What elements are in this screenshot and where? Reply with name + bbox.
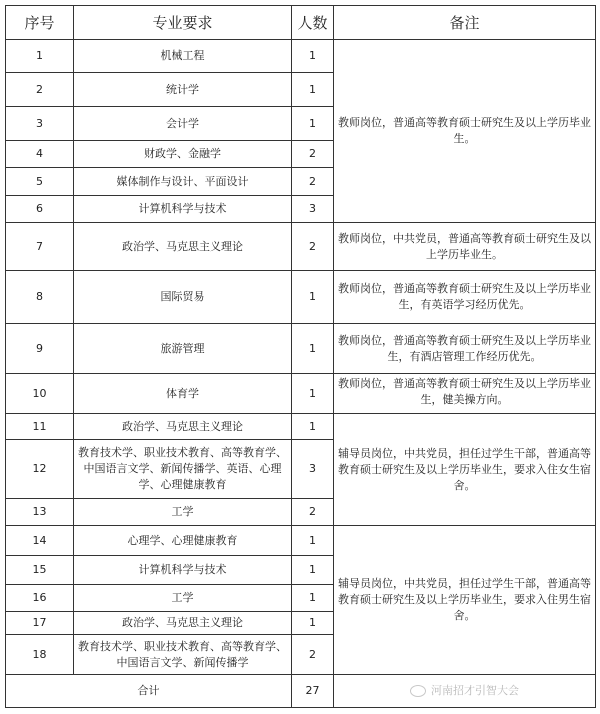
- row-major: 计算机科学与技术: [74, 196, 292, 223]
- row-major: 工学: [74, 585, 292, 612]
- header-major: 专业要求: [74, 6, 292, 40]
- row-count: 1: [292, 271, 334, 324]
- row-count: 1: [292, 414, 334, 440]
- row-index: 7: [6, 223, 74, 271]
- table-row: [6, 414, 596, 440]
- header-count: 人数: [292, 6, 334, 40]
- watermark: [334, 675, 596, 708]
- table-row: [6, 223, 596, 271]
- row-count: 1: [292, 612, 334, 635]
- recruitment-table: [5, 5, 596, 708]
- row-count: 1: [292, 374, 334, 414]
- row-index: 6: [6, 196, 74, 223]
- table-row: [6, 40, 596, 73]
- row-index: 8: [6, 271, 74, 324]
- row-index: 3: [6, 107, 74, 141]
- row-index: 17: [6, 612, 74, 635]
- total-count: 27: [292, 675, 334, 708]
- row-count: 1: [292, 73, 334, 107]
- row-count: 2: [292, 141, 334, 168]
- row-major: 旅游管理: [74, 324, 292, 374]
- row-count: 1: [292, 107, 334, 141]
- row-count: 2: [292, 499, 334, 526]
- note-counselor-male: 辅导员岗位，中共党员，担任过学生干部，普通高等教育硕士研究生及以上学历毕业生，要求入住男生宿舍。: [334, 526, 596, 675]
- row-major: 体育学: [74, 374, 292, 414]
- table-row: [6, 271, 596, 324]
- row-count: 2: [292, 168, 334, 196]
- row-major: 教育技术学、职业技术教育、高等教育学、中国语言文学、新闻传播学: [74, 635, 292, 675]
- row-index: 9: [6, 324, 74, 374]
- row-major: 政治学、马克思主义理论: [74, 414, 292, 440]
- row-major: 教育技术学、职业技术教育、高等教育学、中国语言文学、新闻传播学、英语、心理学、心理健康教育: [74, 440, 292, 499]
- row-major: 政治学、马克思主义理论: [74, 612, 292, 635]
- row-count: 3: [292, 440, 334, 499]
- row-index: 11: [6, 414, 74, 440]
- row-index: 5: [6, 168, 74, 196]
- total-label: 合计: [6, 675, 292, 708]
- row-major: 会计学: [74, 107, 292, 141]
- row-index: 4: [6, 141, 74, 168]
- row-index: 1: [6, 40, 74, 73]
- row-index: 12: [6, 440, 74, 499]
- note-teacher-general: 教师岗位，普通高等教育硕士研究生及以上学历毕业生。: [334, 40, 596, 223]
- table-row: [6, 526, 596, 556]
- row-major: 媒体制作与设计、平面设计: [74, 168, 292, 196]
- row-major: 机械工程: [74, 40, 292, 73]
- table-row: [6, 374, 596, 414]
- row-index: 18: [6, 635, 74, 675]
- header-note: 备注: [334, 6, 596, 40]
- note-teacher-aerobics: 教师岗位，普通高等教育硕士研究生及以上学历毕业生，健美操方向。: [334, 374, 596, 414]
- row-index: 13: [6, 499, 74, 526]
- wechat-icon: [410, 685, 426, 697]
- row-major: 心理学、心理健康教育: [74, 526, 292, 556]
- note-teacher-hotel: 教师岗位，普通高等教育硕士研究生及以上学历毕业生，有酒店管理工作经历优先。: [334, 324, 596, 374]
- row-count: 2: [292, 635, 334, 675]
- row-count: 1: [292, 526, 334, 556]
- header-row: [6, 6, 596, 40]
- row-major: 政治学、马克思主义理论: [74, 223, 292, 271]
- row-count: 2: [292, 223, 334, 271]
- row-major: 财政学、金融学: [74, 141, 292, 168]
- row-major: 计算机科学与技术: [74, 556, 292, 585]
- row-index: 15: [6, 556, 74, 585]
- row-count: 1: [292, 556, 334, 585]
- note-teacher-english: 教师岗位，普通高等教育硕士研究生及以上学历毕业生，有英语学习经历优先。: [334, 271, 596, 324]
- note-counselor-female: 辅导员岗位，中共党员，担任过学生干部，普通高等教育硕士研究生及以上学历毕业生，要求入住女生宿舍。: [334, 414, 596, 526]
- row-index: 16: [6, 585, 74, 612]
- row-count: 1: [292, 585, 334, 612]
- watermark-text: 河南招才引智大会: [431, 684, 519, 697]
- row-count: 3: [292, 196, 334, 223]
- row-major: 国际贸易: [74, 271, 292, 324]
- header-index: 序号: [6, 6, 74, 40]
- row-index: 14: [6, 526, 74, 556]
- row-major: 工学: [74, 499, 292, 526]
- table-row: [6, 324, 596, 374]
- row-count: 1: [292, 40, 334, 73]
- total-row: [6, 675, 596, 708]
- row-index: 2: [6, 73, 74, 107]
- row-index: 10: [6, 374, 74, 414]
- note-teacher-party: 教师岗位，中共党员，普通高等教育硕士研究生及以上学历毕业生。: [334, 223, 596, 271]
- row-major: 统计学: [74, 73, 292, 107]
- row-count: 1: [292, 324, 334, 374]
